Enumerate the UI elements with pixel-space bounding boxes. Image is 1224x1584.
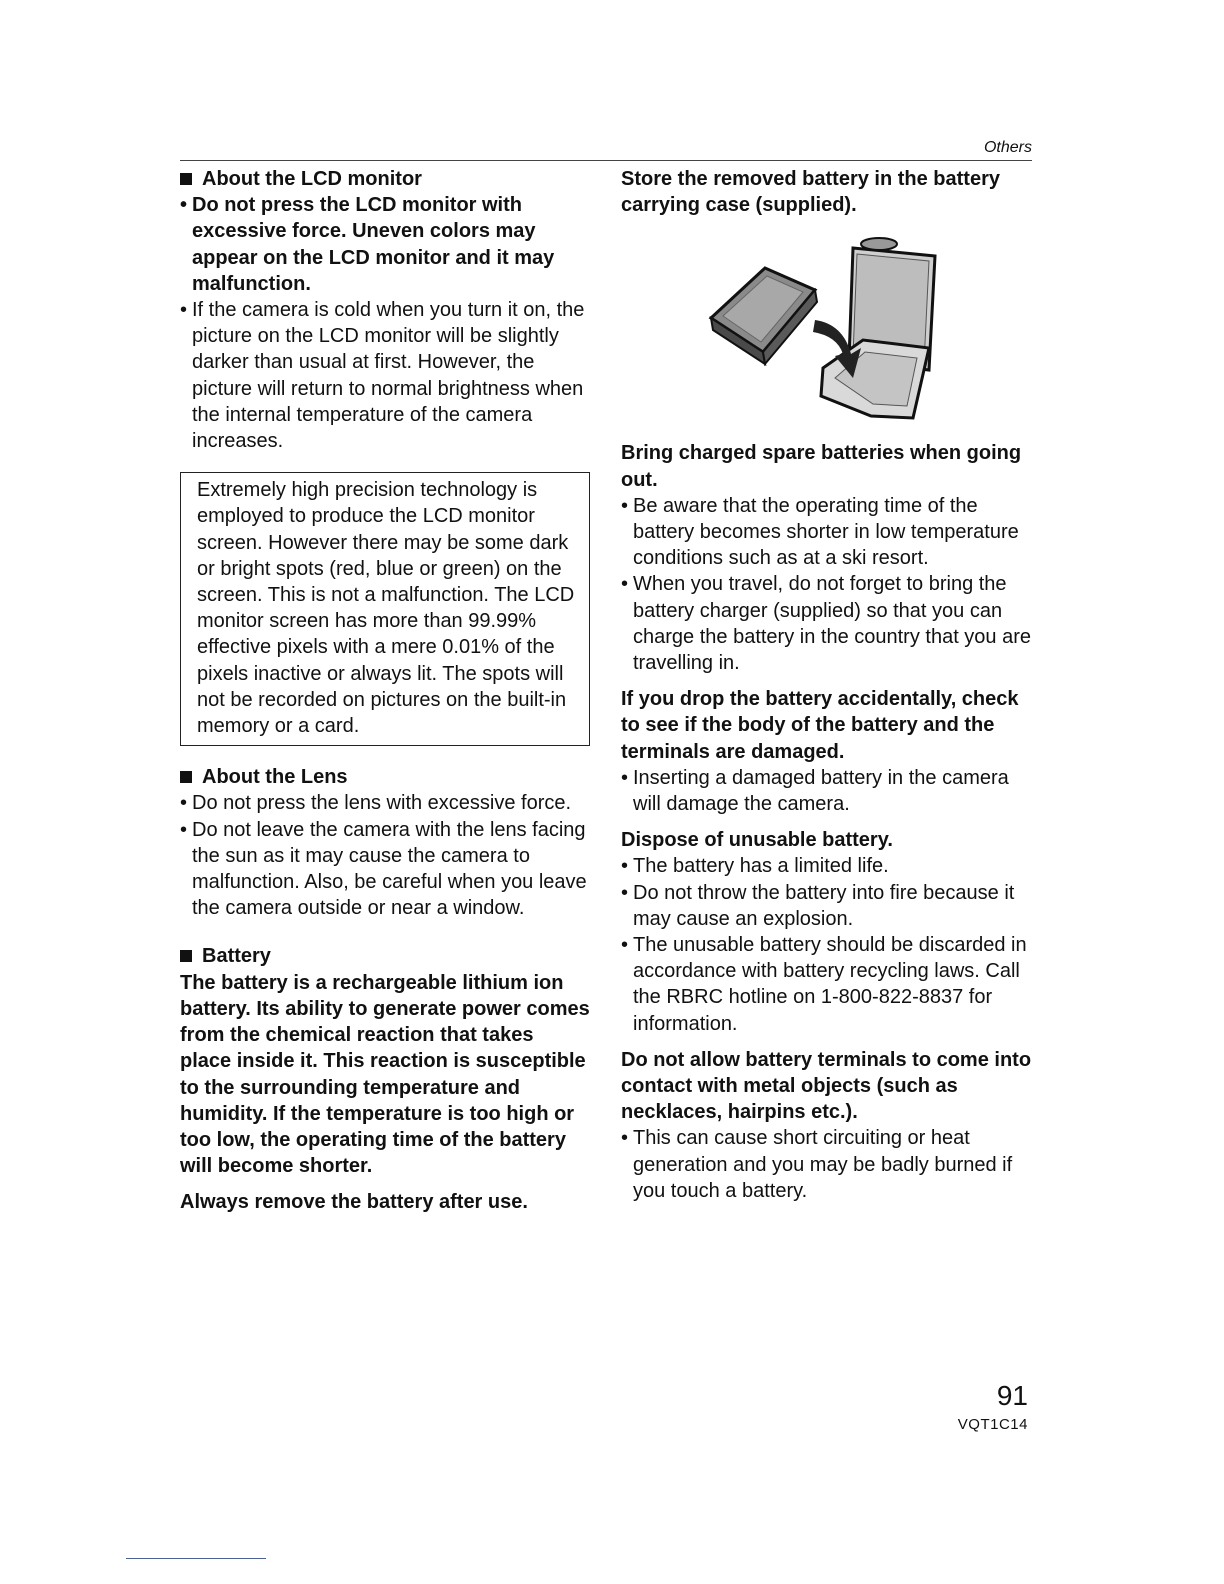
page-header <box>180 138 1032 161</box>
lcd-precision-note-box <box>180 472 590 746</box>
square-bullet-icon <box>180 950 192 962</box>
left-column <box>180 166 590 1216</box>
spare-heading: Bring charged spare batteries when going out. <box>621 442 1022 491</box>
square-bullet-icon <box>180 771 192 783</box>
square-bullet-icon <box>180 173 192 185</box>
battery-intro: The battery is a rechargeable lithium ion battery. Its ability to generate power comes from the chemical reaction that takes place inside it. This reaction is susceptible to the surrounding temperature and humidity. If the temperature is too high or too low, the operating time of the battery will become shorter. <box>180 971 590 1178</box>
footer-link-underline <box>126 1558 266 1559</box>
lcd-heading: About the LCD monitor <box>180 166 590 192</box>
store-battery-heading: Store the removed battery in the battery carrying case (supplied). <box>621 168 1000 217</box>
always-remove-battery: Always remove the battery after use. <box>180 1191 528 1214</box>
dispose-heading: Dispose of unusable battery. <box>621 829 893 852</box>
dispose-bullet-life: • The battery has a limited life. <box>621 855 889 878</box>
page-number: 91 <box>996 1380 1028 1411</box>
lens-bullet-sun: • Do not leave the camera with the lens facing the sun as it may cause the camera to malfunction. Also, be careful when you leave the camera outside or near a window. <box>180 818 587 920</box>
lens-bullet-press: • Do not press the lens with excessive force. <box>180 792 572 815</box>
battery-case-illustration <box>621 228 1033 428</box>
spare-bullet-cold: • Be aware that the operating time of the battery becomes shorter in low temperature conditions such as at a ski resort. <box>621 494 1019 570</box>
terminals-bullet: • This can cause short circuiting or heat generation and you may be badly burned if you touch a battery. <box>621 1127 1013 1202</box>
dispose-bullet-fire: • Do not throw the battery into fire because it may cause an explosion. <box>621 881 1015 930</box>
lcd-bullet-warning: • Do not press the LCD monitor with excessive force. Uneven colors may appear on the LCD monitor and it may malfunction. <box>180 194 555 295</box>
section-label: Others <box>983 139 1032 156</box>
right-column <box>621 166 1033 1204</box>
drop-bullet: • Inserting a damaged battery in the camera will damage the camera. <box>621 766 1009 816</box>
lcd-precision-note: Extremely high precision technology is employed to produce the LCD monitor screen. However there may be some dark or bright spots (red, blue or green) on the screen. This is not a malfunction. The LCD monitor screen has more than 99.99% effective pixels with a mere 0.01% of the pixels inactive or always lit. The spots will not be recorded on pictures on the built-in memory or a card. <box>197 479 575 738</box>
terminals-heading: Do not allow battery terminals to come into contact with metal objects (such as necklaces, hairpins etc.). <box>621 1048 1032 1124</box>
battery-heading: Battery <box>180 943 590 969</box>
spare-bullet-travel: • When you travel, do not forget to bring the battery charger (supplied) so that you can charge the battery in the country that you are travelling in. <box>621 573 1032 675</box>
lcd-bullet-cold: • If the camera is cold when you turn it on, the picture on the LCD monitor will be slightly darker than usual at first. However, the picture will return to normal brightness when the internal temperature of the camera increases. <box>180 299 585 453</box>
document-code: VQT1C14 <box>957 1416 1028 1433</box>
dispose-bullet-recycle: • The unusable battery should be discarded in accordance with battery recycling laws. Call the RBRC hotline on 1-800-822-8837 for information. <box>621 934 1027 1035</box>
drop-heading: If you drop the battery accidentally, check to see if the body of the battery and the terminals are damaged. <box>621 688 1019 763</box>
battery-in-case-icon <box>703 228 943 423</box>
lens-heading: About the Lens <box>180 764 590 790</box>
